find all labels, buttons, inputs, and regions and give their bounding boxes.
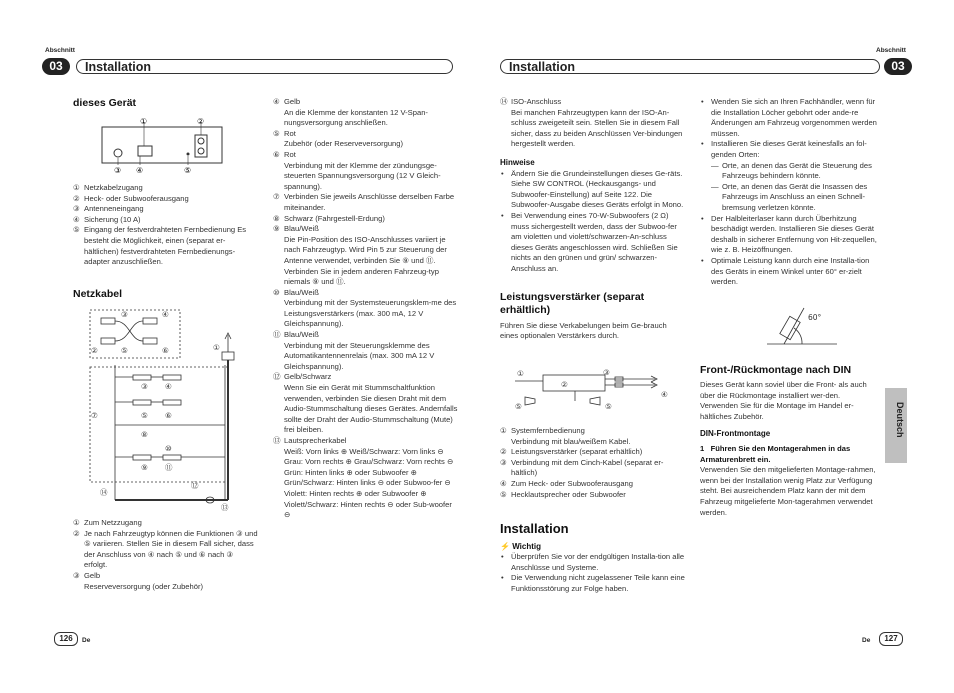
list-item: ⑬ Lautsprecherkabel bbox=[273, 436, 347, 445]
list-item: ② Je nach Fahrzeugtyp können die Funktionen ③ und ⑤ variieren. Stellen Sie in diesem Fall sicher, dass der Anschluss von ④ nach ⑤ und ⑥ nach ③ erfolgt. bbox=[73, 528, 258, 570]
list-item: ⑧ Schwarz (Fahrgestell-Erdung) bbox=[273, 213, 385, 223]
netz-list bbox=[73, 518, 258, 592]
list-item-sub: Zubehör (oder Reserveversorgung) bbox=[284, 139, 404, 149]
diag2-label-3b: ③ bbox=[141, 382, 148, 391]
angle-diagram bbox=[762, 302, 842, 352]
list-item-sub: Die Pin-Position des ISO-Anschlusses variiert je nach Fahrzeugtyp. Wird Pin 5 zur Steuerung der Antenne verwendet, verbinden Sie ⑨ und ⑪. Verbinden Sie in jedem anderen Fahrzeug-typ niemals ⑨ und ⑪. bbox=[284, 234, 447, 287]
diag1-label-4: ④ bbox=[136, 166, 144, 175]
abschnitt-label-right: Abschnitt bbox=[876, 47, 906, 54]
list-item: ⑦ Verbinden Sie jeweils Anschlüsse derselben Farbe miteinander. bbox=[273, 192, 455, 212]
abschnitt-label-left: Abschnitt bbox=[45, 47, 75, 54]
step-text: Verwenden Sie den mitgelieferten Montage-rahmen, wenn bei der Installation wenig Platz zur Verfügung steht. Bei ausreichendem Platz kann der mit dem Fahrzeug mitgelieferte Mon-tagerahmen verwendet werden. bbox=[700, 465, 876, 517]
diag2-label-1: ① bbox=[213, 343, 220, 352]
wichtig-heading: ⚡ Wichtig bbox=[500, 541, 542, 551]
list-item: • Wenden Sie sich an Ihren Fachhändler, wenn für die Installation Löcher gebohrt oder ande-re Änderungen am Fahrzeug vorgenommen werden müssen. bbox=[700, 97, 880, 139]
list-item: ⑩ Blau/Weiß bbox=[273, 287, 319, 297]
lv-intro: Führen Sie diese Verkabelungen beim Ge-brauch eines optionalen Verstärkers durch. bbox=[500, 320, 667, 341]
column-2 bbox=[273, 97, 458, 521]
list-item-sub: Verbindung mit der Klemme der zündungsge-steuerten Spannungsversorgung (12 V Gleich-spannung). bbox=[284, 160, 441, 191]
diag3-label-5b: ⑤ bbox=[605, 402, 612, 411]
page-number-right: 127 bbox=[879, 632, 903, 646]
diag2-label-11: ⑪ bbox=[165, 463, 173, 472]
list-item: — Orte, an denen das Gerät die Insassen des Fahrzeugs im Anschluss an einen Schnell-bremsung verletzen könnte. bbox=[700, 182, 880, 214]
diag2-label-2: ② bbox=[91, 346, 98, 355]
diag2-label-12: ⑫ bbox=[191, 481, 199, 490]
list-item: • Bei Verwendung eines 70-W-Subwoofers (2 Ω) muss sichergestellt werden, dass der Subwoo-fer am violetten und violett/schwarzen-An-schluss dieses Geräts angeschlossen wird. Schließen Sie nichts an den grünen und grün/ schwarzen-Anschluss an. bbox=[500, 211, 685, 275]
diag2-label-5b: ⑤ bbox=[141, 411, 148, 420]
geraet-list bbox=[73, 183, 258, 268]
list-item: ① Zum Netzzugang bbox=[73, 518, 142, 527]
installation-heading: Installation bbox=[500, 521, 569, 536]
diag1-label-5: ⑤ bbox=[184, 166, 192, 175]
amplifier-diagram bbox=[515, 367, 680, 422]
lv-list bbox=[500, 426, 685, 500]
diag2-label-3a: ③ bbox=[121, 310, 128, 319]
front-text: Dieses Gerät kann soviel über die Front- als auch über die Rückmontage installiert wer-den. bbox=[700, 380, 867, 400]
lv-heading: Leistungsverstärker (separat erhältlich) bbox=[500, 290, 645, 316]
diag2-label-14: ⑭ bbox=[100, 488, 108, 497]
diag3-label-1: ① bbox=[517, 369, 524, 378]
installation-section bbox=[500, 521, 685, 595]
list-item: • Installieren Sie dieses Gerät keinesfalls an fol-genden Orten: bbox=[700, 139, 880, 160]
list-item: ① Systemfernbedienung bbox=[500, 426, 585, 435]
language-code-left: De bbox=[82, 637, 91, 644]
section-badge-left: 03 bbox=[42, 58, 70, 75]
install-bullets-2 bbox=[700, 214, 880, 288]
warning-icon: ⚡ bbox=[500, 541, 510, 551]
list-item-sub: Wenn Sie ein Gerät mit Stummschaltfunktion verwenden, verbinden Sie diesen Draht mit dem Audio-Stummschaltung dieses Gerätes. Andernfalls sollte der Draht der Audio-Stummschaltung (Mute) frei bleiben. bbox=[284, 383, 458, 435]
list-item: • Ändern Sie die Grundeinstellungen dieses Ge-räts. Siehe SW CONTROL (Heckausgangs- und Subwoofer-Einstellung) auf Seite 122. Die Subwoofer-Ausgabe dieses Geräts erfolgt in Mono. bbox=[500, 169, 685, 211]
list-item: ② Leistungsverstärker (separat erhältlich) bbox=[500, 447, 643, 457]
column-1 bbox=[73, 97, 258, 110]
list-item: ① Netzkabelzugang bbox=[73, 183, 143, 192]
netzkabel-heading: Netzkabel bbox=[73, 288, 123, 300]
diag2-label-4b: ④ bbox=[165, 382, 172, 391]
list-item: ③ Antenneneingang bbox=[73, 204, 144, 214]
hinweis-list bbox=[500, 169, 685, 275]
diag2-label-4a: ④ bbox=[162, 310, 169, 319]
angle-label: 60° bbox=[808, 313, 822, 322]
fuse-shape bbox=[138, 146, 152, 156]
antenna-jack-shape bbox=[114, 149, 122, 157]
list-item: ③ Gelb bbox=[73, 570, 101, 580]
list-item: ⑤ Hecklautsprecher oder Subwoofer bbox=[500, 489, 626, 499]
list-item: ⑤ Rot bbox=[273, 128, 296, 138]
section-badge-right: 03 bbox=[884, 58, 912, 75]
language-side-label: Deutsch bbox=[895, 402, 905, 438]
list-item-sub: Verbindung mit blau/weißem Kabel. bbox=[511, 436, 631, 446]
list-item: ⑤ Eingang der festverdrahteten Fernbedienung Es besteht die Möglichkeit, einen (separat er-hältlichen) festverdrahteten Fernbedienungs-adapter anzuschließen. bbox=[73, 225, 247, 267]
list-item: ⑨ Blau/Weiß bbox=[273, 224, 319, 234]
list-item: — Orte, an denen das Gerät die Steuerung des Fahrzeugs behindern könnte. bbox=[700, 161, 880, 182]
list-item: • Der Halbleiterlaser kann durch Überhitzung beschädigt werden. Installieren Sie dieses Gerät deshalb in sicherer Entfernung von Hit-zequellen, wie z. B. Heizöffnungen. bbox=[700, 214, 880, 256]
list-item-sub: An die Klemme der konstanten 12 V-Span-nungsversorgung anschließen. bbox=[284, 107, 428, 128]
list-item: • Überprüfen Sie vor der endgültigen Installa-tion alle Anschlüsse und Systeme. bbox=[500, 552, 685, 573]
diag1-label-3: ③ bbox=[114, 166, 122, 175]
diag2-label-7: ⑦ bbox=[91, 411, 98, 420]
list-item-sub: Verbindung mit der Systemsteuerungsklem-me des Leistungsverstärkers (max. 300 mA, 12 V Gleichspannung). bbox=[284, 298, 457, 329]
list-item: ④ Gelb bbox=[273, 97, 301, 106]
din-heading: DIN-Frontmontage bbox=[700, 429, 771, 439]
list-item: ③ Verbindung mit dem Cinch-Kabel (separat er-hältlich) bbox=[500, 457, 664, 478]
hinweis-heading: Hinweise bbox=[500, 157, 535, 167]
step-title: 1 Führen Sie den Montagerahmen in das Armaturenbrett ein. bbox=[700, 443, 851, 464]
diag3-label-4: ④ bbox=[661, 390, 668, 399]
list-item: ⑭ ISO-Anschluss bbox=[500, 97, 562, 106]
diag2-label-9: ⑨ bbox=[141, 463, 148, 472]
page-number-left: 126 bbox=[54, 632, 78, 646]
list-item: • Optimale Leistung kann durch eine Installa-tion des Geräts in einem Winkel unter 60° er-zielt werden. bbox=[700, 256, 880, 288]
diag1-label-2: ② bbox=[197, 117, 205, 126]
list-item-sub: Bei manchen Fahrzeugtypen kann der ISO-An-schluss zweigeteilt sein. Stellen Sie in diesem Fall sicher, dass zu beiden Anschlüssen Ver-bindungen hergestellt werden. bbox=[511, 107, 683, 149]
geraet-heading: dieses Gerät bbox=[73, 97, 137, 109]
diag2-label-8: ⑧ bbox=[141, 430, 148, 439]
list-item-sub: Reserveversorgung (oder Zubehör) bbox=[84, 581, 204, 591]
list-item: ⑥ Rot bbox=[273, 149, 296, 159]
diag2-label-10: ⑩ bbox=[165, 444, 172, 453]
list-item: • Die Verwendung nicht zugelassener Teile kann eine Funktionsstörung zur Folge haben. bbox=[500, 573, 685, 594]
list-item-sub: Weiß: Vorn links ⊕ Weiß/Schwarz: Vorn links ⊖ Grau: Vorn rechts ⊕ Grau/Schwarz: Vorn rechts ⊖ Grün: Hinten links ⊕ oder Subwoofer ⊕ Grün/Schwarz: Hinten links ⊖ oder Subwoo-fer ⊖ Violett: Hinten rechts ⊕ oder Subwoofer ⊕ Violett/Schwarz: Hinten rechts ⊖ oder Sub-woofer ⊖ bbox=[284, 446, 454, 520]
front-text-2: Verwenden Sie für die Montage im Handel er-hältliches Zubehör. bbox=[700, 401, 854, 421]
column-4 bbox=[700, 97, 880, 288]
list-item: ④ Sicherung (10 A) bbox=[73, 214, 141, 224]
column-3 bbox=[500, 97, 685, 342]
diag1-label-1: ① bbox=[140, 117, 148, 126]
list-item: ⑫ Gelb/Schwarz bbox=[273, 372, 332, 382]
diag2-label-13: ⑬ bbox=[221, 503, 229, 512]
diag2-label-6a: ⑥ bbox=[162, 346, 169, 355]
diag2-label-5a: ⑤ bbox=[121, 346, 128, 355]
netzkabel-section bbox=[73, 288, 258, 301]
diag3-label-3: ③ bbox=[603, 368, 610, 377]
remote-jack-shape bbox=[187, 153, 190, 156]
language-code-right: De bbox=[862, 637, 871, 644]
front-section bbox=[700, 364, 880, 518]
wiring-diagram bbox=[85, 305, 255, 515]
list-item: ⑪ Blau/Weiß bbox=[273, 330, 319, 340]
list-item: ② Heck- oder Subwooferausgang bbox=[73, 193, 189, 203]
section-title-right: Installation bbox=[500, 59, 880, 74]
front-heading: Front-/Rückmontage nach DIN bbox=[700, 364, 852, 376]
list-item-sub: Verbindung mit der Steuerungsklemme des Automatikantennenrelais (max. 300 mA 12 V Gleichspannung). bbox=[284, 340, 435, 371]
wichtig-list bbox=[500, 552, 685, 594]
diag3-label-5a: ⑤ bbox=[515, 402, 522, 411]
device-rear-diagram bbox=[100, 113, 230, 175]
list-item: ④ Zum Heck- oder Subwooferausgang bbox=[500, 478, 633, 488]
diag3-label-2: ② bbox=[561, 380, 568, 389]
install-bullets bbox=[700, 97, 880, 161]
section-title-left: Installation bbox=[76, 59, 453, 74]
diag2-label-6b: ⑥ bbox=[165, 411, 172, 420]
